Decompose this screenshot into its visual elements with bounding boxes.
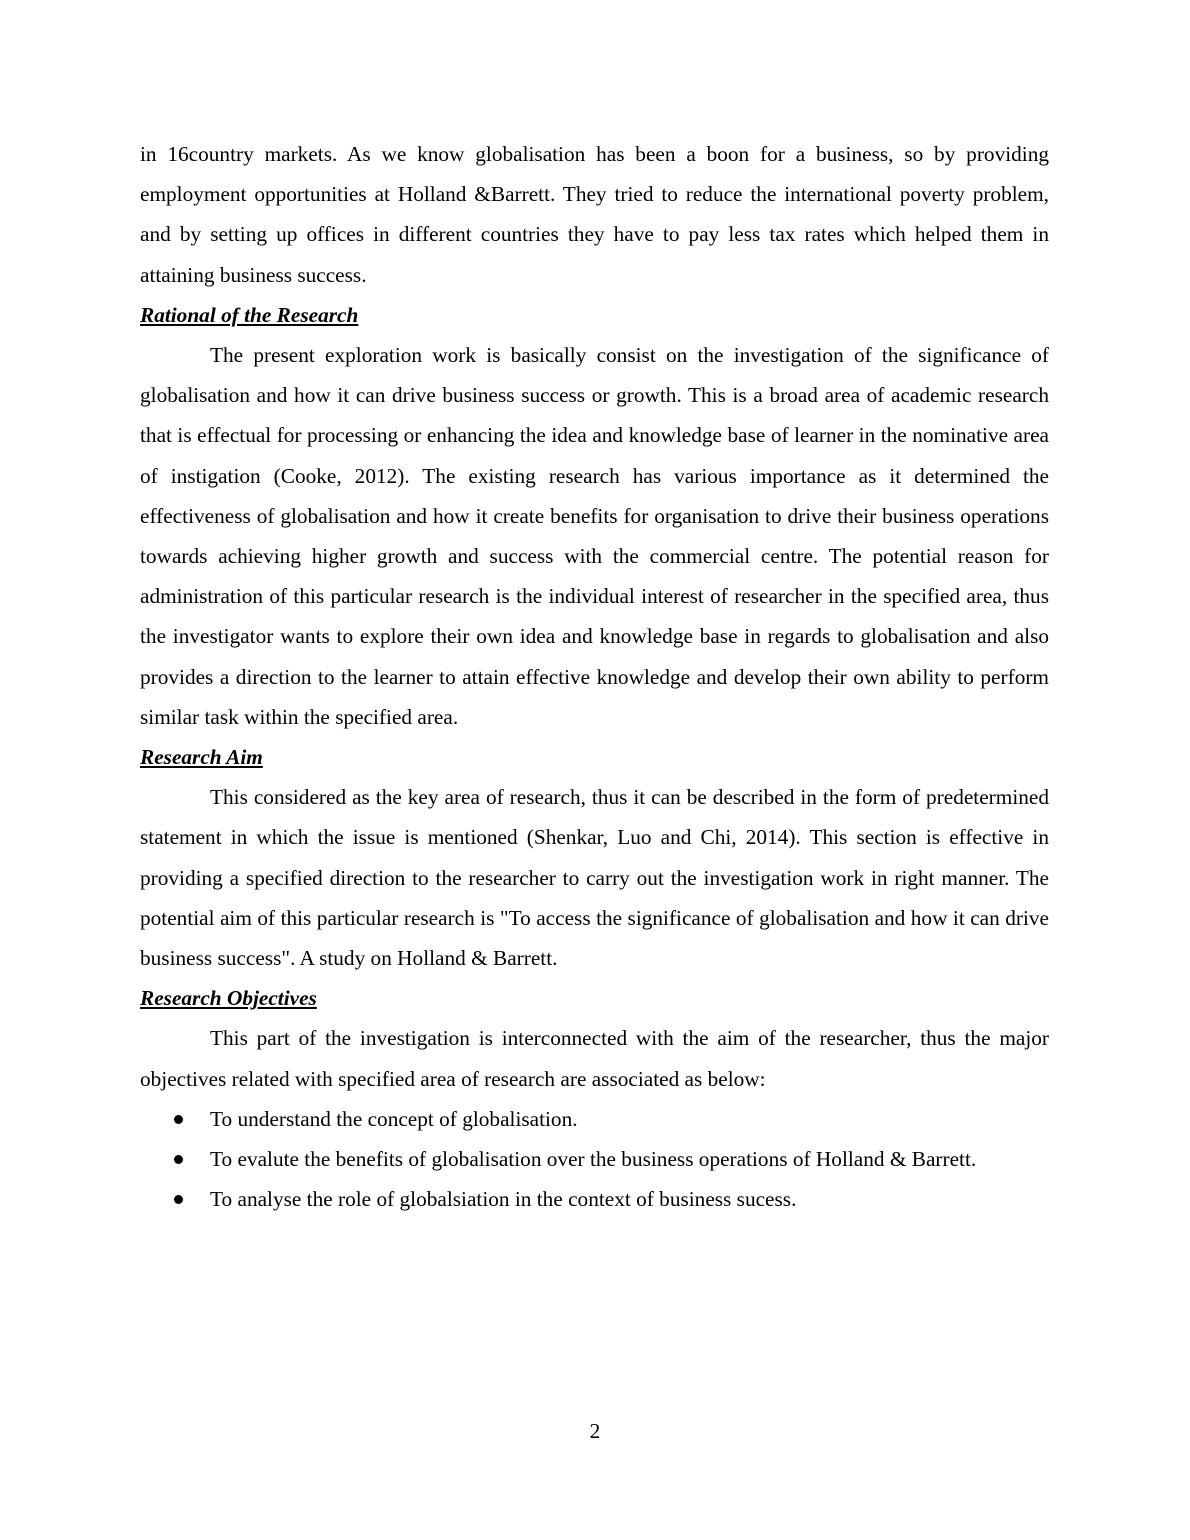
bullet-icon [174,1155,183,1164]
objective-text: To understand the concept of globalisation. [210,1106,578,1131]
objectives-heading: Research Objectives [140,986,317,1011]
intro-paragraph: in 16country markets. As we know globalisation has been a boon for a business, so by providing employment opportunities at Holland &Barrett. They tried to reduce the international poverty problem, and by setting up offices in different countries they have to pay less tax rates which helped them in attaining business success. [140,142,1049,287]
page-number: 2 [589,1419,601,1443]
bullet-icon [174,1115,183,1124]
objectives-list [140,1099,1049,1220]
rationale-paragraph: The present exploration work is basically consist on the investigation of the significance of globalisation and how it can drive business success or growth. This is a broad area of academic research that is effectual for processing or enhancing the idea and knowledge base of learner in the nominative area of instigation (Cooke, 2012). The existing research has various importance as it determined the effectiveness of globalisation and how it create benefits for organisation to drive their business operations towards achieving higher growth and success with the commercial centre. The potential reason for administration of this particular research is the individual interest of researcher in the specified area, thus the investigator wants to explore their own idea and knowledge base in regards to globalisation and also provides a direction to the learner to attain effective knowledge and develop their own ability to perform similar task within the specified area. [140,343,1049,729]
objective-item [140,1179,1049,1219]
objective-item [140,1139,1049,1179]
objective-text: To analyse the role of globalsiation in the context of business sucess. [210,1187,797,1212]
objectives-intro-paragraph: This part of the investigation is interconnected with the aim of the researcher, thus the major objectives related with specified area of research are associated as below: [140,1026,1049,1091]
aim-heading: Research Aim [140,745,263,770]
objective-text: To evalute the benefits of globalisation over the business operations of Holland & Barrett. [210,1147,977,1172]
rationale-heading: Rational of the Research [140,302,359,327]
page-content [140,134,1049,1219]
bullet-icon [174,1195,183,1204]
aim-paragraph: This considered as the key area of research, thus it can be described in the form of predetermined statement in which the issue is mentioned (Shenkar, Luo and Chi, 2014). This section is effective in providing a specified direction to the researcher to carry out the investigation work in right manner. The potential aim of this particular research is "To access the significance of globalisation and how it can drive business success". A study on Holland & Barrett. [140,785,1049,971]
objective-item [140,1099,1049,1139]
